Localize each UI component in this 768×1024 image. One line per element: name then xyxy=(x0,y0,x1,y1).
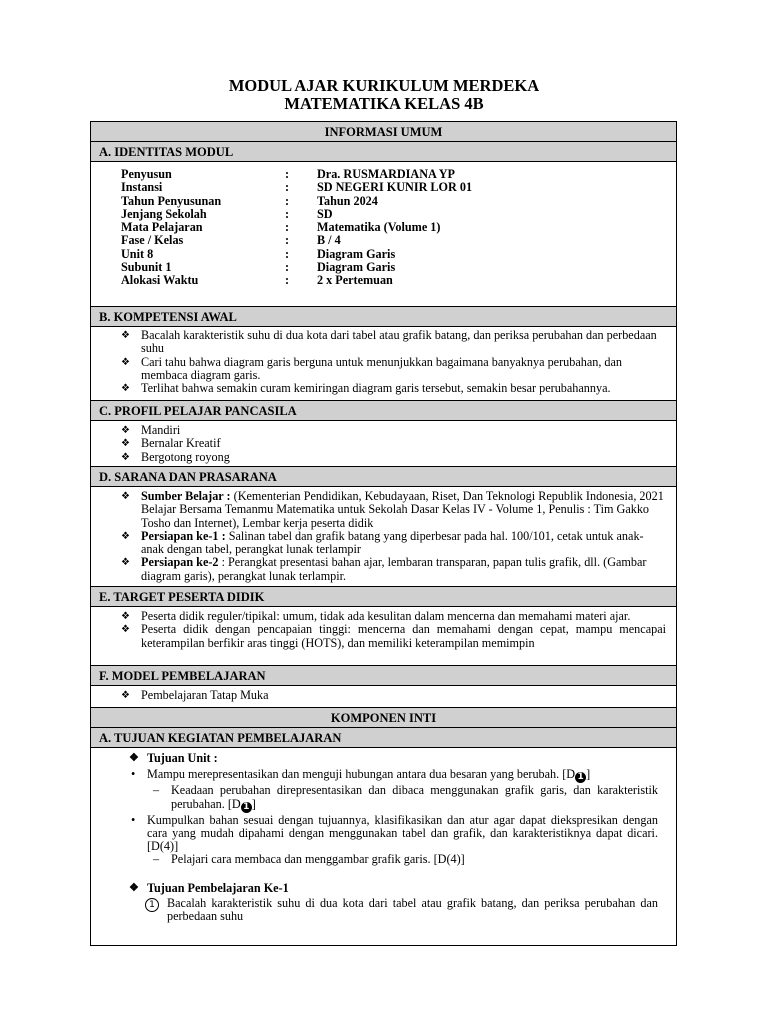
tujuan-ke1-text: Tujuan Pembelajaran Ke-1 xyxy=(147,880,289,895)
identitas-row xyxy=(91,195,676,208)
identitas-colon: : xyxy=(285,273,290,288)
identitas-colon: : xyxy=(285,260,290,275)
identitas-value: B / 4 xyxy=(317,233,341,248)
diamond-bullet-icon: ❖ xyxy=(121,557,130,569)
dash-bullet-icon: – xyxy=(153,852,160,867)
identitas-colon: : xyxy=(285,233,290,248)
profil-item-text: Bergotong royong xyxy=(141,449,230,464)
sarana-item-text: : Perangkat presentasi bahan ajar, lembaran transparan, papan tulis grafik, dll. (Gambar diagram garis), perangkat lunak terlampir. xyxy=(141,555,647,583)
identitas-colon: : xyxy=(285,246,290,261)
tujuan-section xyxy=(91,748,676,945)
sarana-list xyxy=(91,490,676,583)
tujuan-unit-label xyxy=(129,752,676,765)
model-heading: F. MODEL PEMBELAJARAN xyxy=(91,666,676,686)
dash-bullet-icon: – xyxy=(153,783,160,798)
target-list xyxy=(91,610,676,650)
target-item xyxy=(121,610,666,623)
diamond-bullet-icon: ❖ xyxy=(121,624,130,636)
kompetensi-item xyxy=(121,382,666,395)
identitas-colon: : xyxy=(285,193,290,208)
model-item xyxy=(121,689,666,702)
tujuan-unit-text: Tujuan Unit : xyxy=(147,751,218,765)
identitas-row xyxy=(91,168,676,181)
kompetensi-item-text: Cari tahu bahwa diagram garis berguna untuk menunjukkan bagaimana banyaknya perubahan, dan membaca diagram garis. xyxy=(141,354,623,382)
identitas-row xyxy=(91,261,676,274)
identitas-colon: : xyxy=(285,167,290,181)
diamond-bullet-icon: ❖ xyxy=(121,491,130,502)
sarana-item-label: Sumber Belajar : xyxy=(141,489,231,503)
tujuan-bullet-2-text: Kumpulkan bahan sesuai dengan tujuannya, klasifikasikan dan atur agar dapat diekspresikan dengan cara yang mudah dipahami dengan menggunakan tabel dan grafik, dan karakteristiknya dapat dicari. [D(4)] xyxy=(147,812,658,854)
identitas-label: Jenjang Sekolah xyxy=(121,206,207,221)
profil-list xyxy=(91,424,676,464)
doc-title-line1: MODUL AJAR KURIKULUM MERDEKA xyxy=(228,76,540,95)
diamond-bullet-icon: ❖ xyxy=(121,611,130,622)
diamond-bullet-icon: ❖ xyxy=(121,383,130,395)
sarana-item-label: Persiapan ke-2 xyxy=(141,555,219,570)
kompetensi-heading: B. KOMPETENSI AWAL xyxy=(91,307,676,327)
dot-bullet-icon: • xyxy=(131,812,136,827)
identitas-row xyxy=(91,208,676,221)
tujuan-content xyxy=(91,752,676,924)
target-heading: E. TARGET PESERTA DIDIK xyxy=(91,587,676,607)
identitas-colon: : xyxy=(285,220,290,235)
identitas-value: Diagram Garis xyxy=(317,260,396,275)
diamond-bullet-icon: ❖ xyxy=(121,356,130,368)
profil-item xyxy=(121,451,666,464)
tujuan-ke1-item xyxy=(129,897,676,924)
identitas-label: Penyusun xyxy=(121,167,172,181)
tujuan-bullet-1-text: Mampu merepresentasikan dan menguji hubungan antara dua besaran yang berubah. xyxy=(147,767,560,782)
tujuan-bullet-1 xyxy=(129,768,676,783)
profil-item xyxy=(121,437,666,450)
target-item-text: Peserta didik reguler/tipikal: umum, tidak ada kesulitan dalam mencerna dan memahami materi ajar. xyxy=(141,609,631,623)
diamond-bullet-icon: ❖ xyxy=(121,690,130,701)
kompetensi-item-text: Terlihat bahwa semakin curam kemiringan diagram garis tersebut, semakin besar perubahannya. xyxy=(141,381,611,396)
identitas-label: Fase / Kelas xyxy=(121,233,184,248)
circled-number-icon: 1 xyxy=(241,802,252,813)
model-list xyxy=(91,689,676,702)
identitas-label: Tahun Penyusunan xyxy=(121,193,222,208)
doc-title-line2: MATEMATIKA KELAS 4B xyxy=(284,94,484,113)
identitas-value: SD NEGERI KUNIR LOR 01 xyxy=(317,180,473,195)
sarana-section xyxy=(91,487,676,587)
identitas-row xyxy=(91,234,676,247)
tujuan-heading: A. TUJUAN KEGIATAN PEMBELAJARAN xyxy=(91,728,676,748)
model-item-text: Pembelajaran Tatap Muka xyxy=(141,688,269,702)
identitas-label: Subunit 1 xyxy=(121,260,172,275)
identitas-row xyxy=(91,248,676,261)
target-item xyxy=(121,623,666,650)
identitas-row xyxy=(91,274,676,287)
tujuan-bullet-1-tag: [D 1 ] xyxy=(562,767,591,783)
sarana-item-label: Persiapan ke-1 : xyxy=(141,528,226,543)
identitas-heading: A. IDENTITAS MODUL xyxy=(91,142,676,162)
identitas-value: SD xyxy=(317,206,333,221)
sarana-item xyxy=(121,490,666,530)
identitas-row xyxy=(91,221,676,234)
dot-bullet-icon: • xyxy=(131,767,136,782)
tujuan-dash-1 xyxy=(129,784,676,812)
tujuan-dash-1-text: Keadaan perubahan direpresentasikan dan dibaca menggunakan grafik garis, dan karakteristik perubahan. xyxy=(171,783,658,811)
diamond-bullet-icon: ❖ xyxy=(121,330,130,341)
circled-number-outline-icon: 1 xyxy=(145,897,159,912)
tujuan-dash-2-text: Pelajari cara membaca dan menggambar grafik garis. [D(4)] xyxy=(171,852,465,867)
diamond-bullet-icon: ❖ xyxy=(129,752,139,764)
identitas-section xyxy=(91,162,676,307)
diamond-bullet-icon: ❖ xyxy=(121,425,130,436)
tujuan-ke1-item-text: Bacalah karakteristik suhu di dua kota dari tabel atau grafik batang, dan periksa perubahan dan perbedaan suhu xyxy=(167,896,658,924)
komponen-inti-header: KOMPONEN INTI xyxy=(91,708,676,728)
sarana-item-text: (Kementerian Pendidikan, Kebudayaan, Riset, Dan Teknologi Republik Indonesia, 2021 Belajar Bersama Temanmu Matematika untuk Sekolah Dasar Kelas IV - Volume 1, Penulis : Tim Gakko Tosho dan Internet), Lembar kerja peserta didik xyxy=(141,489,664,530)
kompetensi-list xyxy=(91,329,676,395)
diamond-bullet-icon: ❖ xyxy=(121,451,130,463)
kompetensi-item xyxy=(121,356,666,383)
identitas-value: Matematika (Volume 1) xyxy=(317,220,441,235)
identitas-label: Unit 8 xyxy=(121,246,154,261)
identitas-colon: : xyxy=(285,206,290,221)
identitas-label: Alokasi Waktu xyxy=(121,273,199,288)
sarana-item xyxy=(121,530,666,557)
diamond-bullet-icon: ❖ xyxy=(121,438,130,450)
kompetensi-item xyxy=(121,329,666,356)
identitas-value: Dra. RUSMARDIANA YP xyxy=(317,167,456,181)
profil-heading: C. PROFIL PELAJAR PANCASILA xyxy=(91,401,676,421)
diamond-bullet-icon: ❖ xyxy=(121,530,130,542)
tujuan-dash-1-tag: [D 1 ] xyxy=(227,796,256,812)
module-table xyxy=(90,121,677,946)
identitas-value: Diagram Garis xyxy=(317,246,396,261)
sarana-item-text: Salinan tabel dan grafik batang yang diperbesar pada hal. 100/101, cetak untuk anak-anak dengan tabel, perangkat lunak terlampir xyxy=(141,528,644,557)
identitas-value: 2 x Pertemuan xyxy=(317,273,393,288)
circled-number-icon: 1 xyxy=(575,772,586,783)
tujuan-ke1-label xyxy=(129,882,676,895)
profil-section xyxy=(91,421,676,467)
informasi-umum-header: INFORMASI UMUM xyxy=(91,122,676,142)
diamond-bullet-icon: ❖ xyxy=(129,881,139,894)
model-section xyxy=(91,686,676,708)
identitas-colon: : xyxy=(285,180,290,195)
identitas-label: Mata Pelajaran xyxy=(121,220,203,235)
tujuan-dash-2 xyxy=(129,853,676,866)
kompetensi-section xyxy=(91,327,676,401)
identitas-rows xyxy=(91,168,676,288)
kompetensi-item-text: Bacalah karakteristik suhu di dua kota dari tabel atau grafik batang, dan periksa perubahan dan perbedaan suhu xyxy=(141,328,657,356)
tujuan-bullet-2 xyxy=(129,814,676,854)
sarana-item xyxy=(121,556,666,583)
identitas-label: Instansi xyxy=(121,180,163,195)
identitas-row xyxy=(91,181,676,194)
identitas-value: Tahun 2024 xyxy=(317,193,378,208)
profil-item-text: Bernalar Kreatif xyxy=(141,436,221,451)
target-item-text: Peserta didik dengan pencapaian tinggi: mencerna dan memahami dengan cepat, mampu mencapai keterampilan berfikir aras tinggi (HOTS), dan memiliki keterampilan memimpin xyxy=(141,622,666,650)
profil-item xyxy=(121,424,666,437)
target-section xyxy=(91,607,676,666)
sarana-heading: D. SARANA DAN PRASARANA xyxy=(91,467,676,487)
profil-item-text: Mandiri xyxy=(141,423,181,437)
